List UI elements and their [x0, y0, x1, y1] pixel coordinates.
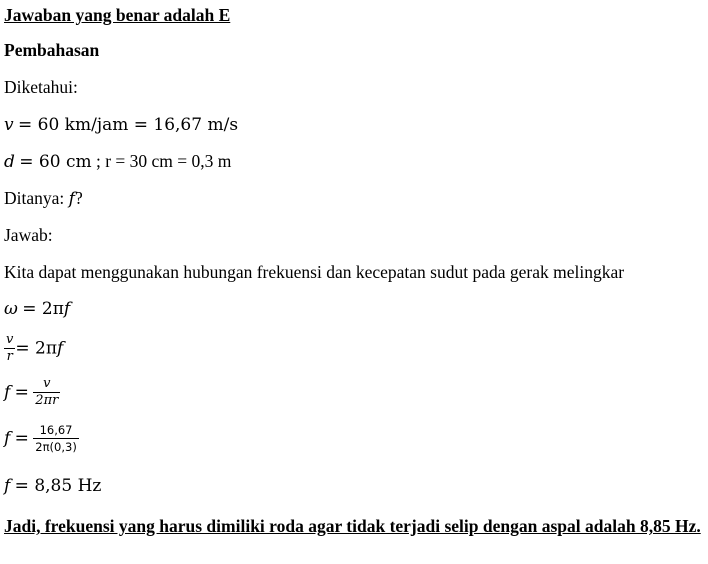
intro-text: Kita dapat menggunakan hubungan frekuensi dan kecepatan sudut pada gerak melingkar — [4, 262, 625, 282]
answer-label: Jawab: — [4, 225, 53, 245]
fraction-numerator: 16,67 — [33, 423, 79, 439]
step-4-f: f — [4, 428, 11, 449]
step-5-f: f — [4, 476, 11, 496]
step-1-rhs: = 2π — [22, 299, 64, 319]
answer-heading: Jawaban yang benar adalah E — [4, 5, 231, 25]
fraction-denominator: r — [6, 349, 13, 364]
step-1-equation — [4, 298, 70, 319]
step-2-equation — [4, 334, 63, 366]
known-diameter — [4, 151, 231, 172]
step-4-equation — [4, 424, 79, 458]
step-3-equation — [4, 378, 60, 412]
diameter-equation: = 60 cm — [19, 152, 92, 172]
fraction-denominator: 2πr — [35, 393, 59, 408]
step-3-equals: = — [14, 382, 29, 403]
v-over-r-fraction — [4, 333, 15, 364]
omega-symbol: ω — [4, 299, 18, 319]
speed-equation: = 60 km/jam = 16,67 m/s — [17, 115, 239, 135]
step-5-equation — [4, 475, 101, 496]
asked-line — [4, 188, 83, 209]
radius-equation: ; r = 30 cm = 0,3 m — [95, 151, 232, 171]
diameter-variable: d — [4, 152, 15, 172]
step-3-f: f — [4, 382, 11, 403]
asked-label: Ditanya: — [4, 188, 69, 208]
numeric-fraction — [33, 423, 79, 454]
asked-suffix: ? — [74, 188, 83, 208]
v-over-2pir-fraction — [33, 377, 60, 408]
step-4-equals: = — [14, 428, 29, 449]
step-1-f: f — [63, 299, 71, 319]
fraction-numerator: v — [6, 332, 14, 347]
conclusion-text: Jadi, frekuensi yang harus dimiliki roda agar tidak terjadi selip dengan aspal adalah 8,85 Hz. — [4, 516, 701, 536]
asked-variable: f — [68, 189, 75, 209]
discussion-heading: Pembahasan — [4, 40, 100, 60]
step-2-f: f — [57, 338, 64, 359]
step-2-rhs: = 2π — [15, 338, 57, 359]
step-5-result: = 8,85 Hz — [14, 476, 102, 496]
fraction-denominator: 2π(0,3) — [35, 440, 77, 454]
fraction-numerator: v — [33, 377, 60, 393]
known-speed — [4, 114, 238, 135]
speed-variable: v — [4, 115, 14, 135]
known-label: Diketahui: — [4, 77, 78, 97]
